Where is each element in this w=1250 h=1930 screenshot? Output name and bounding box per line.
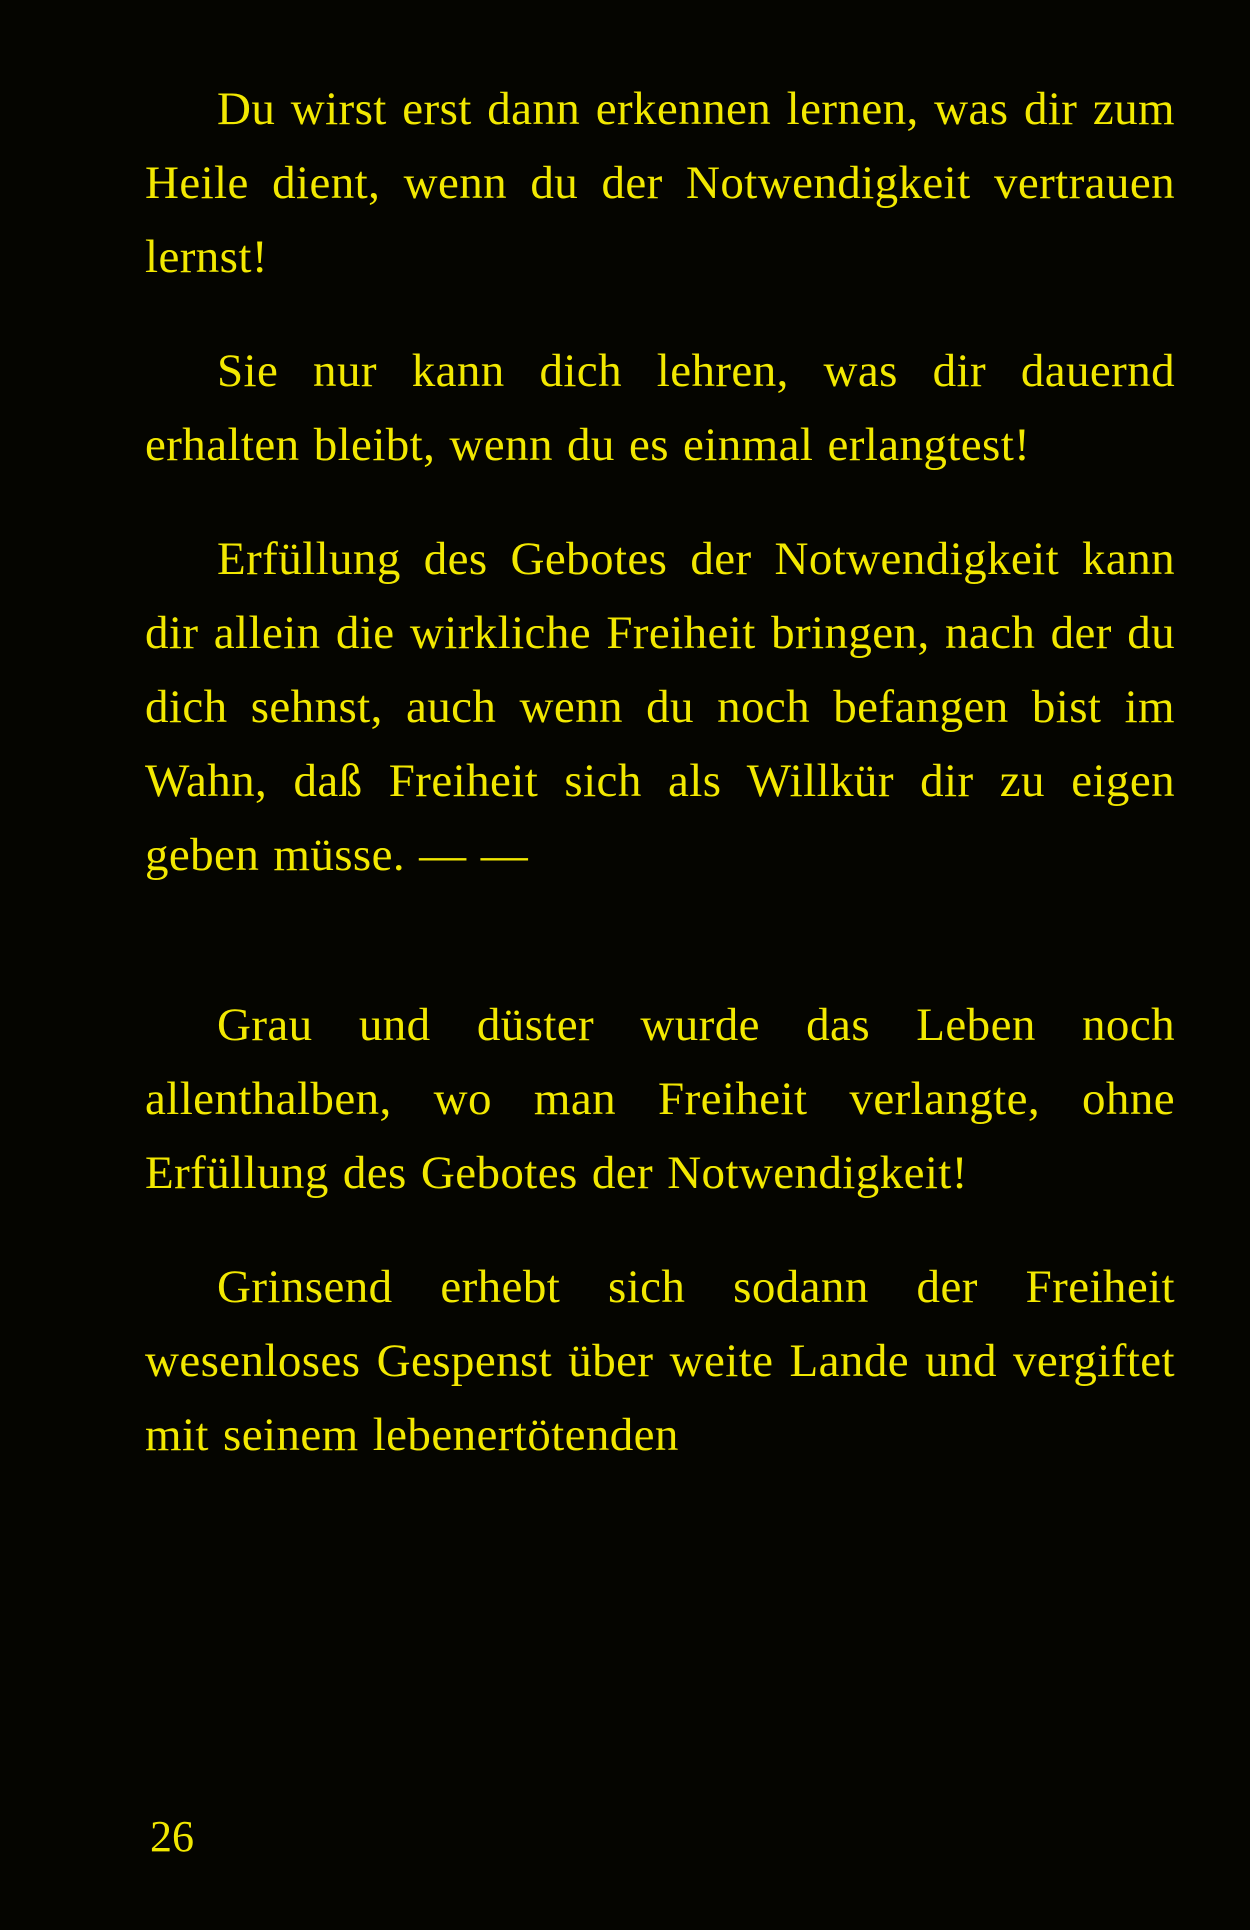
page-number: 26 (150, 1812, 194, 1861)
page-body-text (145, 72, 1175, 1472)
paragraph-1: Du wirst erst dann erkennen lernen, was dir zum Heile dient, wenn du der Notwendigkeit vertrauen lernst! (145, 83, 1175, 283)
paragraph-5: Grinsend erhebt sich sodann der Freiheit wesenloses Gespenst über weite Lande und vergiftet mit seinem lebenertötenden (145, 1261, 1175, 1461)
paragraph-3: Erfüllung des Gebotes der Notwendigkeit kann dir allein die wirkliche Freiheit bringen, nach der du dich sehnst, auch wenn du noch befangen bist im Wahn, daß Freiheit sich als Willkür dir zu eigen geben müsse. — — (145, 533, 1175, 881)
paragraph-2: Sie nur kann dich lehren, was dir dauernd erhalten bleibt, wenn du es einmal erlangtest! (145, 345, 1175, 471)
paragraph-4: Grau und düster wurde das Leben noch allenthalben, wo man Freiheit verlangte, ohne Erfüllung des Gebotes der Notwendigkeit! (145, 999, 1175, 1199)
